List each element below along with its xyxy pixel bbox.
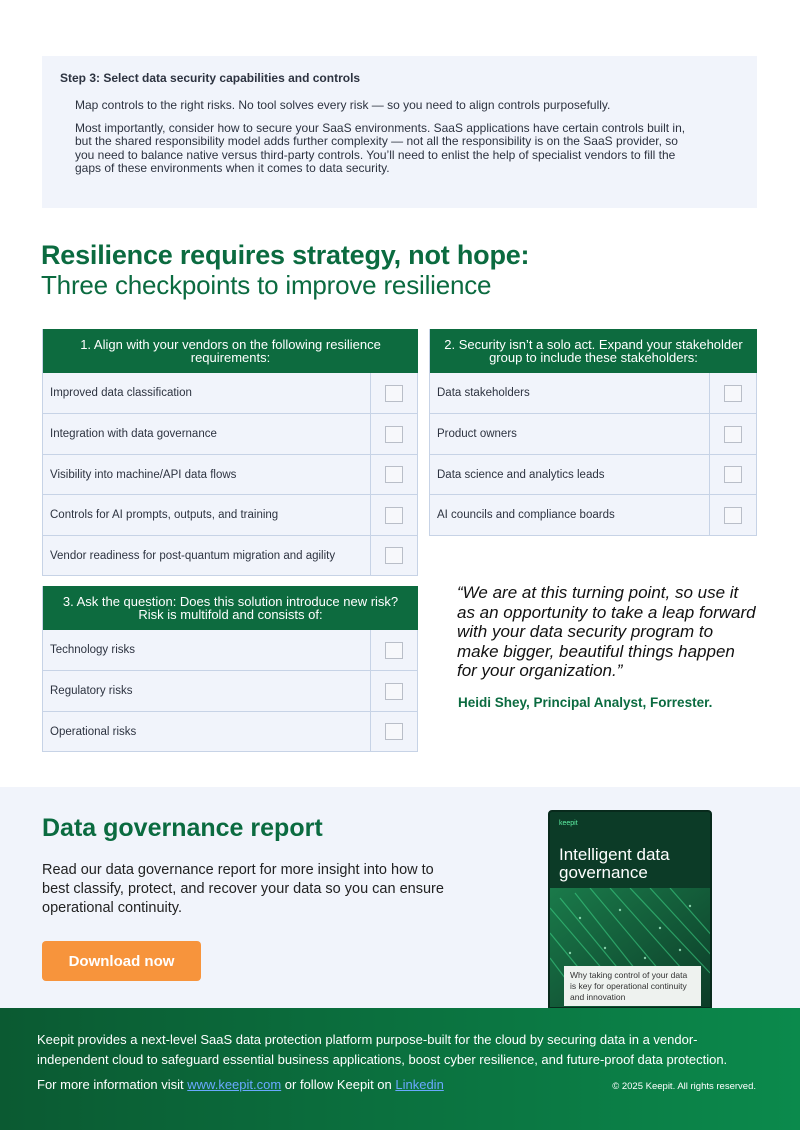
book-caption: Why taking control of your data is key for operational continuity and innovation <box>564 966 701 1006</box>
pull-quote: “We are at this turning point, so use it as an opportunity to take a leap forward with your data security program to make bigger, beautiful things happen for your organization.” <box>457 583 756 680</box>
checklist-item-label: Data science and analytics leads <box>437 468 605 481</box>
checklist-row <box>43 671 418 712</box>
step3-paragraph-2: Most importantly, consider how to secure your SaaS environments. SaaS applications have certain controls built in, but the shared responsibility model adds further complexity — not all the responsibility is on the SaaS provider, so you need to balance native versus third-party controls. You’ll need to enlist the help of specialist vendors to fill the gaps of these environments when it comes to data security. <box>75 120 686 175</box>
checkbox[interactable] <box>385 426 403 443</box>
copyright: © 2025 Keepit. All rights reserved. <box>612 1081 756 1092</box>
step3-paragraph-1: Map controls to the right risks. No tool solves every risk — so you need to align controls purposefully. <box>75 98 611 112</box>
checklist-item-label: Product owners <box>437 428 517 440</box>
checklist-risk-header: 3. Ask the question: Does this solution introduce new risk? Risk is multifold and consists of: <box>43 586 418 630</box>
section-subheading: Three checkpoints to improve resilience <box>41 270 492 300</box>
checklist-row <box>43 536 418 576</box>
linkedin-link[interactable]: Linkedin <box>395 1077 444 1092</box>
checkbox[interactable] <box>724 466 742 483</box>
checklist-item-label: Vendor readiness for post-quantum migration and agility <box>50 549 336 562</box>
checkbox[interactable] <box>724 507 742 524</box>
checklist-item-label: Visibility into machine/API data flows <box>50 468 237 481</box>
report-description: Read our data governance report for more insight into how to best classify, protect, and recover your data so you can ensure operational continuity. <box>42 862 444 916</box>
footer-description: Keepit provides a next-level SaaS data protection platform purpose-built for the cloud by securing data in a vendor-independent cloud to safeguard essential business applications, boost cyber resilience, and future-proof data protection. <box>37 1032 728 1067</box>
checkbox[interactable] <box>385 507 403 524</box>
checklist-stakeholders-header: 2. Security isn’t a solo act. Expand your stakeholder group to include these stakeholders: <box>430 329 757 373</box>
checklist-item-label: Technology risks <box>50 644 136 656</box>
checklist-row <box>430 414 757 455</box>
step3-title: Step 3: Select data security capabilities and controls <box>60 71 361 85</box>
checklist-risk <box>42 586 418 752</box>
checklist-row <box>430 373 757 414</box>
checklist-item-label: Operational risks <box>50 725 137 738</box>
checkbox[interactable] <box>385 466 403 483</box>
download-button[interactable]: Download now <box>42 941 201 981</box>
checklist-item-label: Regulatory risks <box>50 685 133 697</box>
checklist-item-label: Data stakeholders <box>437 387 530 399</box>
checklist-row <box>430 495 757 536</box>
checklist-row <box>43 712 418 752</box>
footer-links-line <box>37 1077 444 1092</box>
footer-more-prefix: For more information visit <box>37 1077 188 1092</box>
checklist-row <box>43 495 418 536</box>
checkbox[interactable] <box>385 547 403 564</box>
quote-attribution: Heidi Shey, Principal Analyst, Forrester. <box>458 695 713 710</box>
checkbox[interactable] <box>385 683 403 700</box>
checkbox[interactable] <box>724 385 742 402</box>
checkbox[interactable] <box>385 385 403 402</box>
checklist-vendors-header: 1. Align with your vendors on the following resilience requirements: <box>43 329 418 373</box>
section-heading: Resilience requires strategy, not hope: <box>41 240 530 270</box>
book-logo: keepit <box>559 820 578 827</box>
checkbox[interactable] <box>724 426 742 443</box>
website-link[interactable]: www.keepit.com <box>187 1077 282 1092</box>
checklist-item-label: Improved data classification <box>50 387 192 399</box>
report-cover-image[interactable] <box>548 810 712 1009</box>
checklist-row <box>43 630 418 671</box>
report-title: Data governance report <box>42 814 323 842</box>
checkbox[interactable] <box>385 723 403 740</box>
checklist-item-label: AI councils and compliance boards <box>437 509 615 521</box>
step3-panel <box>42 56 757 208</box>
checklist-row <box>43 373 418 414</box>
checklist-row <box>43 455 418 495</box>
checklist-row <box>430 455 757 495</box>
checklist-item-label: Controls for AI prompts, outputs, and training <box>50 509 279 521</box>
checklist-vendors <box>42 329 418 576</box>
footer-more-middle: or follow Keepit on <box>281 1077 396 1092</box>
book-title: Intelligent data governance <box>559 845 670 882</box>
checklist-item-label: Integration with data governance <box>50 428 217 440</box>
checklist-stakeholders <box>429 329 757 536</box>
checkbox[interactable] <box>385 642 403 659</box>
checklist-row <box>43 414 418 455</box>
